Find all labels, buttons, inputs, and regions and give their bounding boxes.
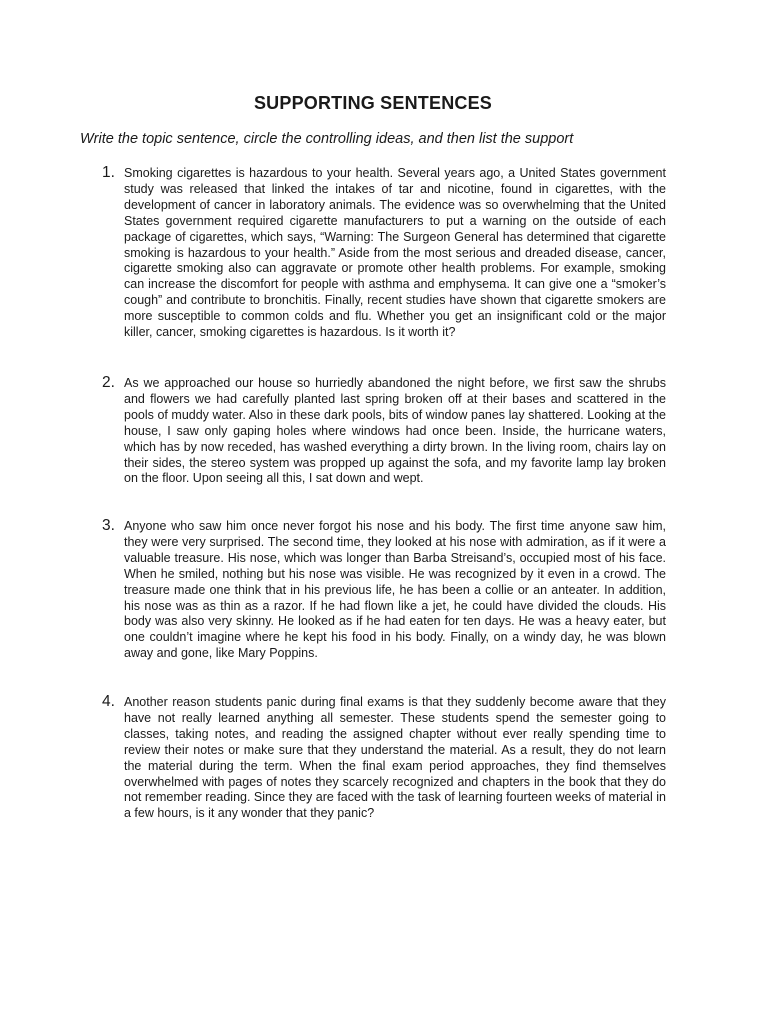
item-number: 4. bbox=[102, 693, 115, 710]
exercise-item bbox=[0, 166, 666, 341]
exercise-item bbox=[0, 376, 666, 487]
item-number: 2. bbox=[102, 374, 115, 391]
instructions-text: Write the topic sentence, circle the controlling ideas, and then list the support bbox=[80, 131, 574, 147]
page-title: SUPPORTING SENTENCES bbox=[253, 93, 493, 113]
item-paragraph: Anyone who saw him once never forgot his nose and his body. The first time anyone saw him, they were very surprised. The second time, they looked at his nose with admiration, as if it were a valuable treasure. His nose, which was longer than Barba Streisand’s, occupied most of his face. When he smiled, nothing but his nose was visible. He was recognized by it even in a crowd. The treasure made one think that in his previous life, he has been a collie or an anteater. In addition, his nose was as thin as a razor. If he had flown like a jet, he could have divided the clouds. His body was also very skinny. He looked as if he had eaten for ten days. He was a heavy eater, but one couldn’t imagine where he kept his food in his body. Finally, on a windy day, he was blown away and gone, like Mary Poppins. bbox=[124, 519, 666, 661]
item-paragraph: Another reason students panic during final exams is that they suddenly become aware that they have not really learned anything all semester. These students spend the semester going to classes, taking notes, and reading the assigned chapter without ever really spending time to review their notes or make sure that they understand the material. As a result, they do not learn the material during the term. When the final exam period approaches, they find themselves overwhelmed with pages of notes they scarcely recognized and chapters in the book that they do not remember reading. Since they are faced with the task of learning fourteen weeks of material in a few hours, is it any wonder that they panic? bbox=[124, 695, 666, 821]
item-number: 3. bbox=[102, 517, 115, 534]
exercise-item bbox=[0, 519, 666, 662]
item-paragraph: Smoking cigarettes is hazardous to your health. Several years ago, a United States government study was released that linked the intakes of tar and nicotine, found in cigarettes, with the development of cancer in laboratory animals. The evidence was so overwhelming that the United States government required cigarette manufacturers to put a warning on the outside of each package of cigarettes, which says, “Warning: The Surgeon General has determined that cigarette smoking is hazardous to your health.” Aside from the most serious and dreaded disease, cancer, cigarette smoking also can aggravate or promote other health problems. For example, smoking can increase the discomfort for people with asthma and emphysema. It can give one a “smoker’s cough” and contribute to bronchitis. Finally, recent studies have shown that cigarette smokers are more susceptible to common colds and flu. Whether you get an insignificant cold or the major killer, cancer, smoking cigarettes is hazardous. Is it worth it? bbox=[124, 166, 666, 340]
item-number: 1. bbox=[102, 164, 115, 181]
exercise-item bbox=[0, 695, 666, 822]
item-paragraph: As we approached our house so hurriedly abandoned the night before, we first saw the shrubs and flowers we had carefully planted last spring broken off at their bases and scattered in the pools of muddy water. Also in these dark pools, bits of window panes lay shattered. Looking at the house, I saw only gaping holes where windows had once been. Inside, the hurricane waters, which has by now receded, has washed everything a dirty brown. In the living room, chairs lay on their sides, the stereo system was propped up against the sofa, and my favorite lamp lay broken on the floor. Upon seeing all this, I sat down and wept. bbox=[124, 376, 666, 486]
